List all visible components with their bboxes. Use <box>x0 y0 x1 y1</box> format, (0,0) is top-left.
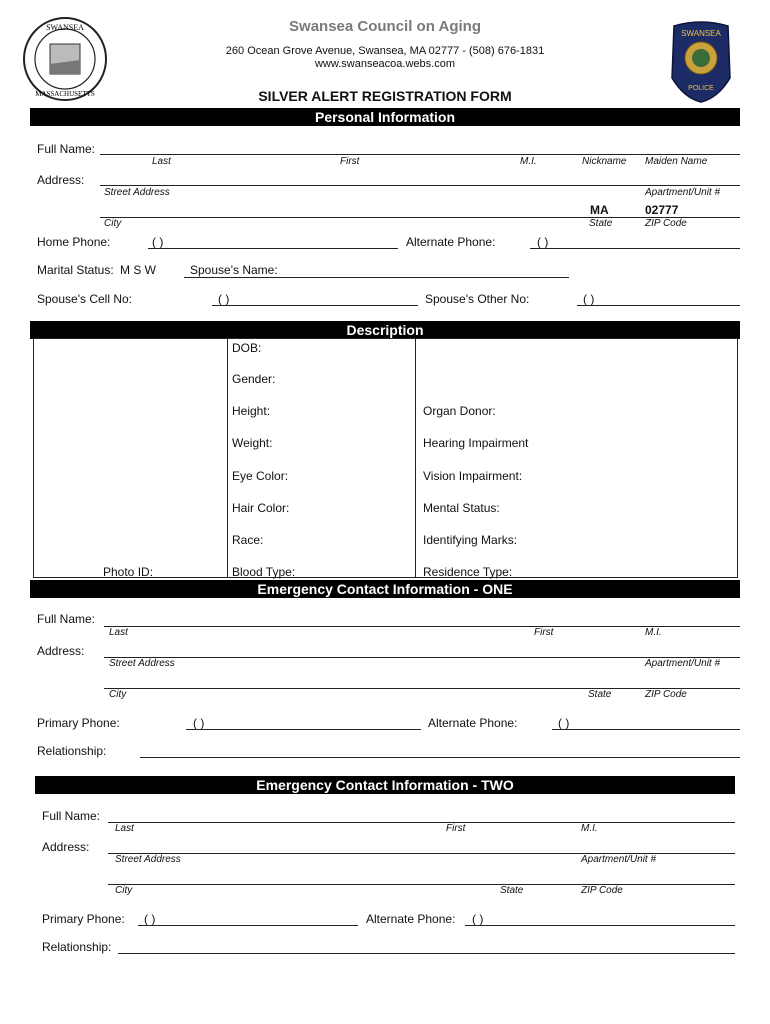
ec2-sub-apt: Apartment/Unit # <box>581 854 657 865</box>
ec1-sub-apt: Apartment/Unit # <box>645 658 721 669</box>
ec1-alt-parens: ( ) <box>558 716 570 730</box>
spouse-other-parens: ( ) <box>583 292 595 306</box>
ec2-alt-label: Alternate Phone: <box>366 912 456 926</box>
ec2-sub-first: First <box>446 823 466 834</box>
dob-label[interactable]: DOB: <box>232 341 262 355</box>
city-field[interactable] <box>100 217 740 218</box>
full-name-field[interactable] <box>100 154 740 155</box>
ec1-sub-zip: ZIP Code <box>645 689 687 700</box>
organ-donor-label[interactable]: Organ Donor: <box>423 404 496 418</box>
ec1-relationship-label: Relationship: <box>37 744 107 758</box>
street-field[interactable] <box>100 185 740 186</box>
residence-type-label[interactable]: Residence Type: <box>423 565 513 579</box>
sub-nickname: Nickname <box>582 156 627 167</box>
vision-label[interactable]: Vision Impairment: <box>423 469 523 483</box>
ec2-primary-field[interactable] <box>138 925 358 926</box>
ec1-sub-last: Last <box>109 627 128 638</box>
sub-city: City <box>104 218 122 229</box>
seal-bottom-text: MASSACHUSETTS <box>35 90 95 98</box>
height-label[interactable]: Height: <box>232 404 271 418</box>
ec2-relationship-field[interactable] <box>118 953 735 954</box>
badge-top-text: SWANSEA <box>681 29 721 38</box>
ec2-primary-parens: ( ) <box>144 912 156 926</box>
badge-bottom-text: POLICE <box>688 85 714 92</box>
hearing-label[interactable]: Hearing Impairment <box>423 436 529 450</box>
ec1-primary-field[interactable] <box>186 729 421 730</box>
ec2-alt-field[interactable] <box>465 925 735 926</box>
marital-label: Marital Status: <box>37 263 114 277</box>
mid-divider <box>415 338 416 578</box>
description-box <box>33 338 738 578</box>
ec2-sub-city: City <box>115 885 133 896</box>
description-bar: Description <box>30 321 740 339</box>
ec1-sub-city: City <box>109 689 127 700</box>
full-name-label: Full Name: <box>37 142 96 156</box>
photo-divider <box>227 338 228 578</box>
sub-street: Street Address <box>104 187 170 198</box>
ec2-city-field[interactable] <box>108 884 735 885</box>
identifying-marks-label[interactable]: Identifying Marks: <box>423 533 518 547</box>
org-website: www.swanseacoa.webs.com <box>314 58 455 70</box>
ec1-bar: Emergency Contact Information - ONE <box>30 580 740 598</box>
ec2-sub-street: Street Address <box>115 854 181 865</box>
sub-state: State <box>589 218 613 229</box>
ec1-sub-state: State <box>588 689 612 700</box>
ec2-alt-parens: ( ) <box>472 912 484 926</box>
ec2-full-name-field[interactable] <box>108 822 735 823</box>
home-phone-field[interactable] <box>148 248 398 249</box>
alt-phone-field[interactable] <box>530 248 740 249</box>
ec1-primary-parens: ( ) <box>193 716 205 730</box>
sub-mi: M.I. <box>520 156 537 167</box>
ec2-address-label: Address: <box>42 840 90 854</box>
state-value: MA <box>590 203 609 217</box>
zip-value: 02777 <box>645 203 679 217</box>
org-name: Swansea Council on Aging <box>289 18 481 35</box>
race-label[interactable]: Race: <box>232 533 264 547</box>
gender-label[interactable]: Gender: <box>232 372 276 386</box>
address-label: Address: <box>37 173 85 187</box>
ec1-full-name-label: Full Name: <box>37 612 96 626</box>
sub-zip: ZIP Code <box>645 218 687 229</box>
spouse-cell-parens: ( ) <box>218 292 230 306</box>
spouse-other-field[interactable] <box>577 305 740 306</box>
org-address: 260 Ocean Grove Avenue, Swansea, MA 02777 - (508) 676-1831 <box>225 45 545 57</box>
alt-phone-parens: ( ) <box>537 235 549 249</box>
ec2-sub-mi: M.I. <box>581 823 598 834</box>
blood-type-label[interactable]: Blood Type: <box>232 565 296 579</box>
ec1-sub-street: Street Address <box>109 658 175 669</box>
sub-last: Last <box>152 156 171 167</box>
seal-top-text: SWANSEA <box>46 23 84 32</box>
photo-id-label: Photo ID: <box>103 565 154 579</box>
home-phone-parens: ( ) <box>152 235 164 249</box>
spouse-cell-field[interactable] <box>212 305 418 306</box>
spouse-name-label: Spouse's Name: <box>190 263 278 277</box>
sub-apt: Apartment/Unit # <box>645 187 721 198</box>
ec1-address-label: Address: <box>37 644 85 658</box>
hair-color-label[interactable]: Hair Color: <box>232 501 290 515</box>
ec1-relationship-field[interactable] <box>140 757 740 758</box>
ec2-sub-zip: ZIP Code <box>581 885 623 896</box>
spouse-cell-label: Spouse's Cell No: <box>37 292 133 306</box>
ec1-sub-first: First <box>534 627 554 638</box>
marital-options[interactable]: M S W <box>120 263 156 277</box>
mental-status-label[interactable]: Mental Status: <box>423 501 500 515</box>
alt-phone-label: Alternate Phone: <box>406 235 496 249</box>
sub-maiden: Maiden Name <box>645 156 708 167</box>
ec1-alt-field[interactable] <box>552 729 740 730</box>
form-title: SILVER ALERT REGISTRATION FORM <box>258 88 512 104</box>
personal-info-bar: Personal Information <box>30 108 740 126</box>
ec2-sub-last: Last <box>115 823 134 834</box>
weight-label[interactable]: Weight: <box>232 436 273 450</box>
sub-first: First <box>340 156 360 167</box>
eye-color-label[interactable]: Eye Color: <box>232 469 289 483</box>
ec1-alt-label: Alternate Phone: <box>428 716 518 730</box>
ec2-relationship-label: Relationship: <box>42 940 112 954</box>
ec2-full-name-label: Full Name: <box>42 809 101 823</box>
ec2-bar: Emergency Contact Information - TWO <box>35 776 735 794</box>
ec1-primary-label: Primary Phone: <box>37 716 120 730</box>
spouse-other-label: Spouse's Other No: <box>425 292 530 306</box>
ec1-sub-mi: M.I. <box>645 627 662 638</box>
spouse-name-field[interactable] <box>184 277 569 278</box>
home-phone-label: Home Phone: <box>37 235 111 249</box>
ec2-primary-label: Primary Phone: <box>42 912 125 926</box>
ec2-sub-state: State <box>500 885 524 896</box>
